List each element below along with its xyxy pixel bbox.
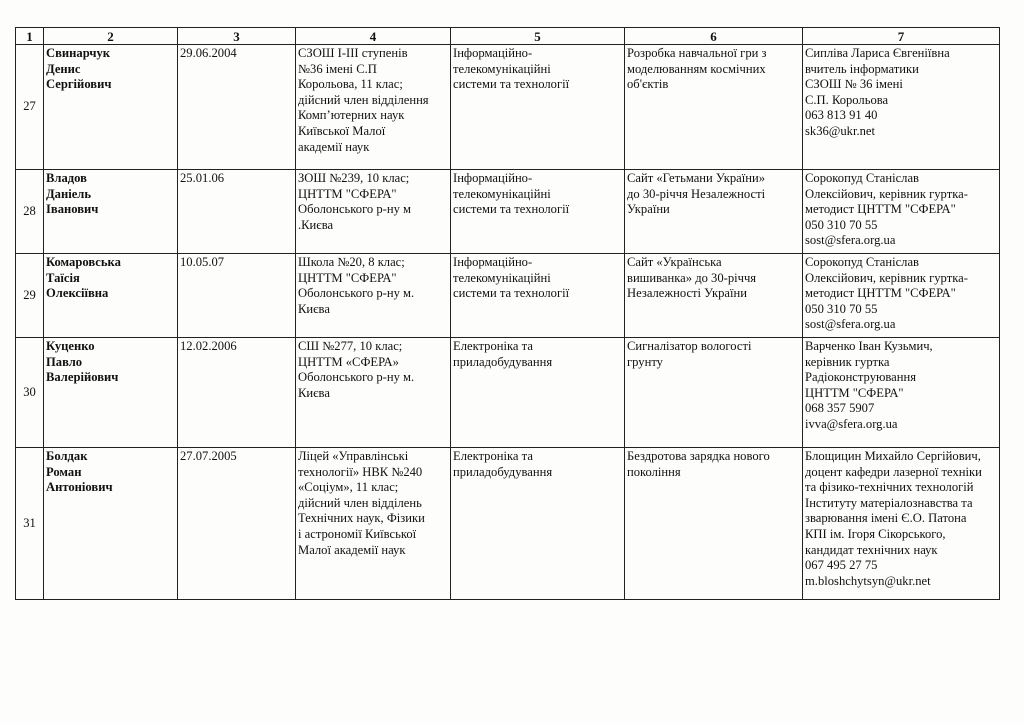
birth-date: 25.01.06 [178,170,296,254]
supervisor-info-line: КПІ ім. Ігоря Сікорського, [805,526,946,541]
student-name-line: Болдак [46,449,88,463]
birth-date: 12.02.2006 [178,338,296,448]
student-name-line: Владов [46,171,87,185]
participants-table [15,27,1000,600]
section-name-line: системи та технології [453,286,570,301]
project-topic [625,45,803,170]
project-topic [625,170,803,254]
school-info [296,170,451,254]
supervisor-info-line: m.bloshchytsyn@ukr.net [805,573,931,588]
student-name-line: Таїсія [46,270,80,285]
student-name-line: Роман [46,464,82,479]
project-topic-line: до 30-річчя Незалежності [627,186,766,201]
school-info-line: ЦНТТМ «СФЕРА» [298,354,399,369]
supervisor-info-line: 068 357 5907 [805,401,875,416]
student-name [44,170,178,254]
supervisor-info-line: Сипліва Лариса Євгеніївна [805,46,950,60]
project-topic-line: вишиванка» до 30-річчя [627,270,757,285]
supervisor-info-line: Інституту матеріалознавства та [805,495,973,510]
supervisor-info-line: sost@sfera.org.ua [805,233,896,248]
section-name-line: Електроніка та [453,449,533,463]
header-cell: 4 [296,28,451,45]
student-name-line: Павло [46,354,83,369]
table-row [16,45,1000,170]
section-name [451,254,625,338]
supervisor-info [803,254,1000,338]
school-info [296,254,451,338]
supervisor-info-line: ivva@sfera.org.ua [805,416,898,431]
table-row [16,170,1000,254]
supervisor-info-line: та фізико-технічних технологій [805,480,974,495]
school-info-line: Корольова, 11 клас; [298,77,403,92]
student-name-line: Сергійович [46,77,112,92]
supervisor-info-line: ЦНТТМ "СФЕРА" [805,385,904,400]
supervisor-info-line: СЗОШ № 36 імені [805,77,903,92]
section-name [451,448,625,600]
school-info-line: Оболонського р-ну м. [298,370,415,385]
school-info-line: Ліцей «Управлінські [298,449,409,463]
supervisor-info-line: Варченко Іван Кузьмич, [805,339,933,353]
header-cell: 3 [178,28,296,45]
project-topic-line: Бездротова зарядка нового [627,449,770,463]
project-topic [625,448,803,600]
header-cell: 6 [625,28,803,45]
supervisor-info-line: кандидат технічних наук [805,542,938,557]
birth-date: 10.05.07 [178,254,296,338]
school-info-line: Комп’ютерних наук [298,108,405,123]
project-topic-line: Незалежності України [627,286,747,301]
school-info-line: «Соціум», 11 клас; [298,480,399,495]
student-name [44,338,178,448]
student-name-line: Свинарчук [46,46,111,60]
student-name-line: Комаровська [46,255,121,269]
supervisor-info-line: методист ЦНТТМ "СФЕРА" [805,286,956,301]
supervisor-info-line: 067 495 27 75 [805,558,878,573]
supervisor-info-line: 050 310 70 55 [805,301,878,316]
student-name [44,254,178,338]
row-number: 30 [16,338,44,448]
table-row [16,254,1000,338]
section-name-line: Електроніка та [453,339,533,353]
supervisor-info [803,338,1000,448]
school-info-line: Школа №20, 8 клас; [298,255,405,269]
section-name-line: Інформаційно- [453,171,533,185]
project-topic-line: об'єктів [627,77,669,92]
project-topic-line: Розробка навчальної гри з [627,46,767,60]
school-info [296,45,451,170]
supervisor-info [803,170,1000,254]
supervisor-info-line: Блощицин Михайло Сергійович, [805,449,981,463]
section-name [451,170,625,254]
student-name-line: Денис [46,61,81,76]
supervisor-info [803,448,1000,600]
school-info-line: ЗОШ №239, 10 клас; [298,171,410,185]
student-name-line: Даніель [46,186,92,201]
school-info-line: Києва [298,301,330,316]
student-name-line: Олексіївна [46,286,109,301]
supervisor-info-line: керівник гуртка [805,354,890,369]
birth-date: 27.07.2005 [178,448,296,600]
section-name-line: системи та технології [453,77,570,92]
supervisor-info-line: методист ЦНТТМ "СФЕРА" [805,202,956,217]
student-name [44,448,178,600]
section-name-line: телекомунікаційні [453,186,551,201]
header-cell: 1 [16,28,44,45]
section-name [451,45,625,170]
school-info-line: і астрономії Київської [298,526,417,541]
row-number: 31 [16,448,44,600]
school-info-line: академії наук [298,139,370,154]
school-info-line: Києва [298,385,330,400]
school-info-line: №36 імені С.П [298,61,377,76]
supervisor-info-line: sost@sfera.org.ua [805,317,896,332]
school-info-line: дійсний член відділень [298,495,422,510]
section-name-line: телекомунікаційні [453,270,551,285]
project-topic-line: Сайт «Українська [627,255,722,269]
section-name-line: телекомунікаційні [453,61,551,76]
school-info-line: Оболонського р-ну м. [298,286,415,301]
supervisor-info-line: Сорокопуд Станіслав [805,255,919,269]
school-info-line: технології» НВК №240 [298,464,423,479]
project-topic-line: моделюванням космічних [627,61,766,76]
section-name-line: приладобудування [453,354,553,369]
header-row [16,28,1000,45]
project-topic-line: України [627,202,670,217]
section-name-line: Інформаційно- [453,46,533,60]
school-info-line: дійсний член відділення [298,92,429,107]
school-info-line: СШ №277, 10 клас; [298,339,403,353]
section-name-line: приладобудування [453,464,553,479]
row-number: 29 [16,254,44,338]
student-name [44,45,178,170]
header-cell: 2 [44,28,178,45]
school-info-line: ЦНТТМ "СФЕРА" [298,186,397,201]
row-number: 27 [16,45,44,170]
row-number: 28 [16,170,44,254]
table-row [16,448,1000,600]
student-name-line: Антоніович [46,480,113,495]
school-info-line: Технічних наук, Фізики [298,511,425,526]
project-topic-line: грунту [627,354,663,369]
section-name-line: системи та технології [453,202,570,217]
student-name-line: Куценко [46,339,95,353]
project-topic-line: покоління [627,464,681,479]
project-topic [625,254,803,338]
supervisor-info-line: Олексійович, керівник гуртка- [805,186,968,201]
section-name [451,338,625,448]
supervisor-info-line: вчитель інформатики [805,61,919,76]
project-topic-line: Сигналізатор вологості [627,339,752,353]
school-info-line: Оболонського р-ну м [298,202,412,217]
supervisor-info [803,45,1000,170]
school-info-line: .Києва [298,217,334,232]
birth-date: 29.06.2004 [178,45,296,170]
school-info [296,448,451,600]
school-info-line: СЗОШ І-ІІІ ступенів [298,46,408,60]
table-row [16,338,1000,448]
supervisor-info-line: доцент кафедри лазерної техніки [805,464,982,479]
project-topic-line: Сайт «Гетьмани України» [627,171,766,185]
supervisor-info-line: С.П. Корольова [805,92,889,107]
supervisor-info-line: 063 813 91 40 [805,108,878,123]
header-cell: 7 [803,28,1000,45]
school-info-line: Малої академії наук [298,542,406,557]
student-name-line: Іванович [46,202,99,217]
supervisor-info-line: Сорокопуд Станіслав [805,171,919,185]
supervisor-info-line: зварювання імені Є.О. Патона [805,511,967,526]
header-cell: 5 [451,28,625,45]
supervisor-info-line: 050 310 70 55 [805,217,878,232]
supervisor-info-line: Олексійович, керівник гуртка- [805,270,968,285]
school-info [296,338,451,448]
school-info-line: Київської Малої [298,123,386,138]
supervisor-info-line: sk36@ukr.net [805,123,876,138]
project-topic [625,338,803,448]
supervisor-info-line: Радіоконструювання [805,370,917,385]
section-name-line: Інформаційно- [453,255,533,269]
school-info-line: ЦНТТМ "СФЕРА" [298,270,397,285]
student-name-line: Валерійович [46,370,119,385]
